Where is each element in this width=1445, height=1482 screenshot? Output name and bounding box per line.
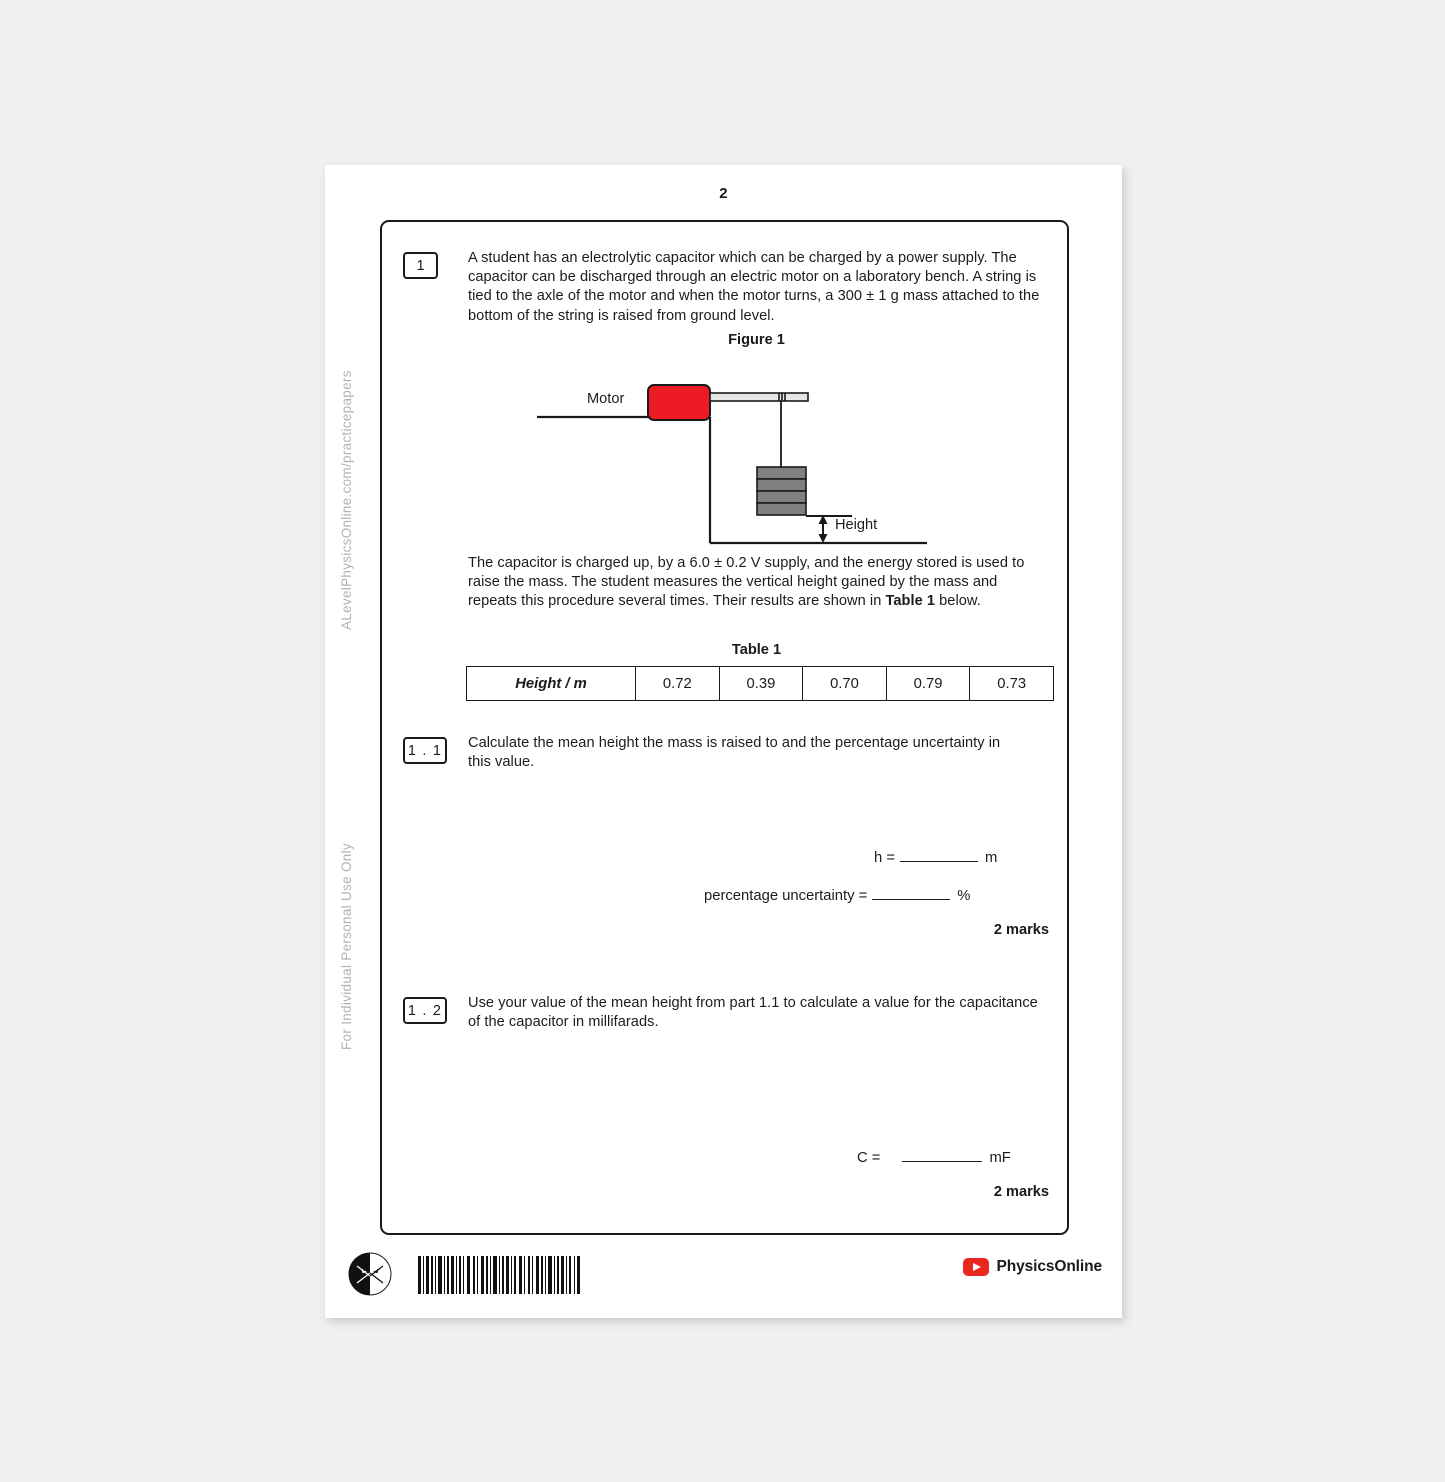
question-intro-text: A student has an electrolytic capacitor which can be charged by a power supply. The capacitor can be discharged through an electric motor on a laboratory bench. A string is tied to the axle of the motor and when the motor turns, a 300 ± 1 g mass attached to the bottom of the string is raised from ground level. xyxy=(468,250,1040,324)
sidebar-url-watermark: ALevelPhysicsOnline.com/practicepapers xyxy=(339,370,354,630)
question-number-1: 1 xyxy=(403,252,438,279)
answer-unit-percentage-uncertainty: % xyxy=(957,888,971,904)
barcode-image xyxy=(417,1256,581,1294)
question-number-1-1: 1 . 1 xyxy=(403,737,447,764)
answer-line-percentage-uncertainty[interactable] xyxy=(704,887,970,904)
youtube-channel-name: PhysicsOnline xyxy=(996,1258,1102,1275)
answer-blank-h[interactable] xyxy=(900,849,978,862)
answer-line-c[interactable] xyxy=(857,1149,1011,1166)
publisher-logo-icon xyxy=(348,1252,392,1296)
marks-label-1-2: 2 marks xyxy=(993,1184,1049,1200)
answer-unit-h: m xyxy=(984,850,998,866)
table-cell-value: 0.79 xyxy=(886,667,970,701)
table-row xyxy=(467,667,1054,701)
figure-1-caption: Figure 1 xyxy=(728,332,785,348)
answer-blank-c[interactable] xyxy=(902,1149,982,1162)
question-second-text xyxy=(468,554,1046,612)
figure-label-height: Height xyxy=(835,517,878,533)
table-cell-value: 0.39 xyxy=(719,667,803,701)
table-cell-value: 0.70 xyxy=(803,667,887,701)
youtube-play-icon xyxy=(963,1258,989,1276)
question-number-1-2: 1 . 2 xyxy=(403,997,447,1024)
marks-label-1-1: 2 marks xyxy=(993,922,1049,938)
answer-label-c: C = xyxy=(857,1150,881,1166)
answer-label-h: h = xyxy=(874,850,895,866)
answer-label-percentage-uncertainty: percentage uncertainty = xyxy=(704,888,868,904)
sidebar-usage-watermark: For Individual Personal Use Only xyxy=(339,843,354,1050)
second-text-part-b: below. xyxy=(935,593,981,610)
question-frame xyxy=(380,220,1069,1235)
answer-line-h[interactable] xyxy=(874,849,997,866)
answer-unit-c: mF xyxy=(989,1150,1011,1166)
table-1-caption: Table 1 xyxy=(731,642,782,658)
page-number: 2 xyxy=(719,185,728,202)
page-footer xyxy=(325,1248,1122,1308)
youtube-brand[interactable] xyxy=(963,1258,1102,1276)
figure-label-motor: Motor xyxy=(587,391,625,407)
question-1-1-text: Calculate the mean height the mass is raised to and the percentage uncertainty in this value. xyxy=(468,735,1001,771)
results-table xyxy=(466,666,1054,701)
table-1-reference: Table 1 xyxy=(885,593,936,610)
question-1-2-text: Use your value of the mean height from part 1.1 to calculate a value for the capacitance of the capacitor in millifarads. xyxy=(468,995,1038,1031)
second-text-part-a: The capacitor is charged up, by a 6.0 ± 0.2 V supply, and the energy stored is used to raise the mass. The student measures the vertical height gained by the mass and repeats this procedure several times. Their results are shown in xyxy=(468,555,1025,610)
table-cell-value: 0.72 xyxy=(636,667,720,701)
table-cell-value: 0.73 xyxy=(970,667,1054,701)
table-row-header: Height / m xyxy=(467,667,636,701)
answer-blank-percentage-uncertainty[interactable] xyxy=(872,887,950,900)
exam-page-sheet xyxy=(325,165,1122,1318)
figure-1-diagram xyxy=(532,355,932,550)
